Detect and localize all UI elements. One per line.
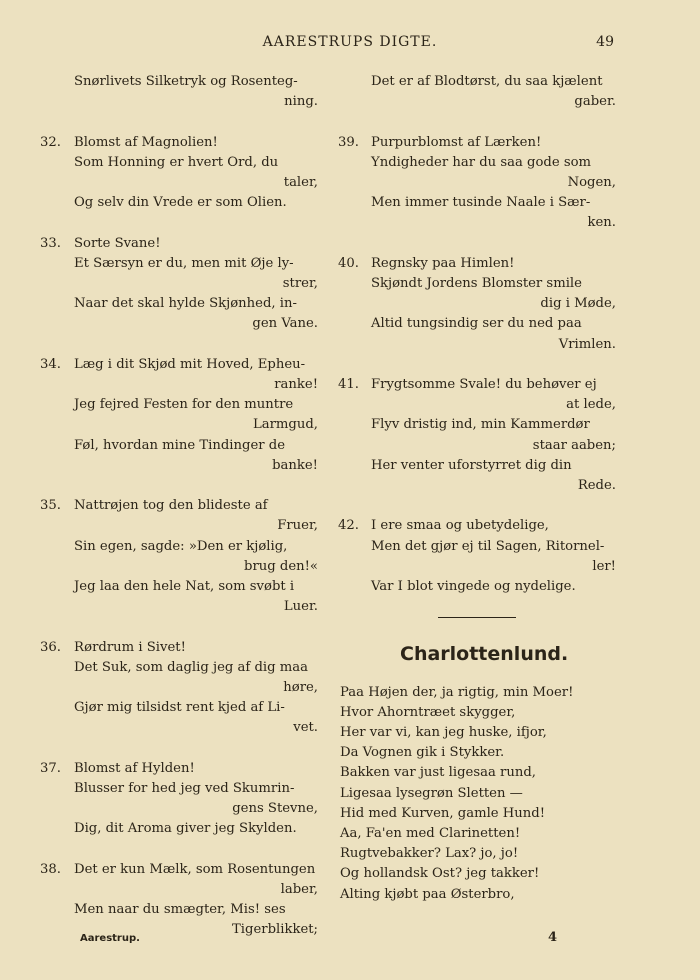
verse-line: Nogen, bbox=[567, 175, 616, 190]
stanza-lines bbox=[371, 516, 618, 597]
verse-line: gens Stevne, bbox=[232, 801, 318, 817]
stanza-number: 38. bbox=[40, 861, 61, 877]
sheet-number: 4 bbox=[548, 930, 558, 945]
verse-line: Var I blot vingede og nydelige. bbox=[371, 579, 576, 595]
verse-line: Larmgud, bbox=[253, 417, 318, 433]
stanza-number: 36. bbox=[40, 639, 61, 655]
poem-line: Og hollandsk Ost? jeg takker! bbox=[340, 866, 540, 882]
stanza-number: 33. bbox=[40, 235, 61, 251]
verse-line: Læg i dit Skjød mit Hoved, Epheu- bbox=[74, 356, 306, 372]
verse-line: staar aaben; bbox=[532, 437, 616, 453]
stanza bbox=[40, 638, 320, 739]
verse-line: laber, bbox=[280, 882, 318, 898]
poem-line: Bakken var just ligesaa rund, bbox=[340, 765, 536, 781]
stanza bbox=[338, 72, 618, 112]
stanza-lines bbox=[371, 375, 618, 496]
verse-line: dig i Møde, bbox=[540, 296, 616, 312]
footer-signature: Aarestrup. bbox=[80, 933, 140, 944]
verse-line: Jeg laa den hele Nat, som svøbt i bbox=[74, 579, 295, 595]
stanza-lines bbox=[74, 355, 320, 476]
stanza-number: 41. bbox=[338, 377, 359, 392]
verse-line: Flyv dristig ind, min Kammerdør bbox=[371, 417, 590, 433]
verse-line: brug den!« bbox=[244, 558, 318, 574]
section-divider bbox=[438, 617, 516, 618]
stanza-number: 39. bbox=[338, 134, 359, 150]
stanza-lines bbox=[74, 234, 320, 335]
right-column bbox=[338, 72, 618, 905]
stanza bbox=[338, 254, 618, 355]
verse-line: gen Vane. bbox=[252, 316, 318, 332]
stanza bbox=[40, 860, 320, 941]
poem-line: Hid med Kurven, gamle Hund! bbox=[340, 805, 546, 821]
page-header bbox=[0, 34, 700, 54]
verse-line: Snørlivets Silketryk og Rosenteg- bbox=[74, 74, 298, 89]
verse-line: Regnsky paa Himlen! bbox=[371, 255, 515, 271]
poem-line: Hvor Ahorntræet skygger, bbox=[340, 704, 516, 720]
verse-line: strer, bbox=[282, 276, 318, 291]
verse-line: Det er af Blodtørst, du saa kjælent bbox=[371, 74, 603, 89]
verse-line: Et Særsyn er du, men mit Øje ly- bbox=[74, 255, 294, 271]
verse-line: Nattrøjen tog den blideste af bbox=[74, 498, 268, 514]
verse-line: Blomst af Magnolien! bbox=[74, 134, 218, 150]
verse-line: Yndigheder har du saa gode som bbox=[371, 154, 592, 170]
verse-line: Men det gjør ej til Sagen, Ritornel- bbox=[371, 538, 605, 554]
poem-line: Alting kjøbt paa Østerbro, bbox=[340, 886, 515, 902]
stanza-number: 40. bbox=[338, 255, 359, 271]
poem-body bbox=[338, 683, 618, 905]
verse-line: Som Honning er hvert Ord, du bbox=[74, 154, 279, 170]
page-number: 49 bbox=[596, 34, 614, 50]
verse-line: ler! bbox=[592, 558, 616, 574]
verse-line: ranke! bbox=[274, 377, 318, 392]
stanza-lines bbox=[371, 72, 618, 112]
stanza bbox=[40, 72, 320, 112]
verse-line: Gjør mig tilsidst rent kjed af Li- bbox=[74, 700, 285, 716]
stanza-lines bbox=[371, 133, 618, 234]
verse-line: Frygtsomme Svale! du behøver ej bbox=[371, 377, 597, 392]
stanza bbox=[40, 133, 320, 214]
verse-line: Skjøndt Jordens Blomster smile bbox=[371, 276, 582, 291]
stanza bbox=[338, 133, 618, 234]
verse-line: taler, bbox=[283, 175, 318, 190]
stanza bbox=[40, 759, 320, 840]
poem-line: Aa, Fa'en med Clarinetten! bbox=[340, 826, 521, 842]
stanza-lines bbox=[74, 638, 320, 739]
verse-line: vet. bbox=[293, 720, 318, 736]
stanza-lines bbox=[74, 860, 320, 941]
verse-line: Og selv din Vrede er som Olien. bbox=[74, 195, 287, 211]
stanza-lines bbox=[74, 496, 320, 617]
stanza-number: 34. bbox=[40, 356, 61, 372]
verse-line: Det Suk, som daglig jeg af dig maa bbox=[74, 659, 308, 675]
verse-line: Sorte Svane! bbox=[74, 235, 161, 251]
verse-line: ken. bbox=[587, 215, 616, 231]
verse-line: høre, bbox=[283, 680, 318, 696]
verse-line: Tigerblikket; bbox=[232, 922, 318, 938]
poem-line: Her var vi, kan jeg huske, ifjor, bbox=[340, 725, 547, 741]
stanza bbox=[40, 355, 320, 476]
stanza-lines bbox=[74, 72, 320, 112]
verse-line: Vrimlen. bbox=[558, 336, 616, 352]
stanza-lines bbox=[74, 759, 320, 840]
stanza bbox=[40, 496, 320, 617]
running-title: AARESTRUPS DIGTE. bbox=[262, 34, 438, 50]
verse-line: I ere smaa og ubetydelige, bbox=[371, 518, 549, 534]
poem-line: Ligesaa lysegrøn Sletten — bbox=[340, 785, 523, 801]
verse-line: Føl, hvordan mine Tindinger de bbox=[74, 437, 286, 453]
verse-line: Det er kun Mælk, som Rosentungen bbox=[74, 861, 316, 877]
verse-line: Rede. bbox=[577, 478, 616, 494]
stanza bbox=[40, 234, 320, 335]
stanza-lines bbox=[371, 254, 618, 355]
verse-line: ning. bbox=[284, 94, 318, 110]
verse-line: Naar det skal hylde Skjønhed, in- bbox=[74, 296, 297, 312]
right-stanzas bbox=[338, 72, 618, 597]
verse-line: Fruer, bbox=[277, 518, 318, 534]
stanza-lines bbox=[74, 133, 320, 214]
verse-line: gaber. bbox=[574, 94, 616, 110]
verse-line: Blusser for hed jeg ved Skumrin- bbox=[74, 781, 295, 797]
verse-line: Dig, dit Aroma giver jeg Skylden. bbox=[74, 821, 297, 837]
verse-line: at lede, bbox=[566, 397, 616, 413]
poem-line: Da Vognen gik i Stykker. bbox=[340, 745, 505, 761]
verse-line: Sin egen, sagde: »Den er kjølig, bbox=[74, 538, 288, 554]
verse-line: Men immer tusinde Naale i Sær- bbox=[371, 195, 591, 211]
verse-line: Men naar du smægter, Mis! ses bbox=[74, 902, 286, 918]
stanza-number: 32. bbox=[40, 134, 61, 150]
stanza bbox=[338, 516, 618, 597]
verse-line: Luer. bbox=[283, 599, 318, 615]
verse-line: banke! bbox=[272, 457, 318, 473]
verse-line: Blomst af Hylden! bbox=[74, 760, 195, 776]
verse-line: Rørdrum i Sivet! bbox=[74, 639, 186, 655]
left-column bbox=[40, 72, 320, 961]
verse-line: Altid tungsindig ser du ned paa bbox=[371, 316, 582, 332]
poem-line: Rugtvebakker? Lax? jo, jo! bbox=[340, 846, 519, 862]
verse-line: Jeg fejred Festen for den muntre bbox=[74, 397, 294, 413]
stanza bbox=[338, 375, 618, 496]
verse-line: Her venter uforstyrret dig din bbox=[371, 457, 572, 473]
stanza-number: 42. bbox=[338, 518, 359, 534]
stanza-number: 35. bbox=[40, 498, 61, 514]
stanza-number: 37. bbox=[40, 760, 61, 776]
poem-title: Charlottenlund. bbox=[400, 643, 569, 666]
verse-line: Purpurblomst af Lærken! bbox=[371, 134, 542, 150]
poem-line: Paa Højen der, ja rigtig, min Moer! bbox=[340, 684, 574, 700]
